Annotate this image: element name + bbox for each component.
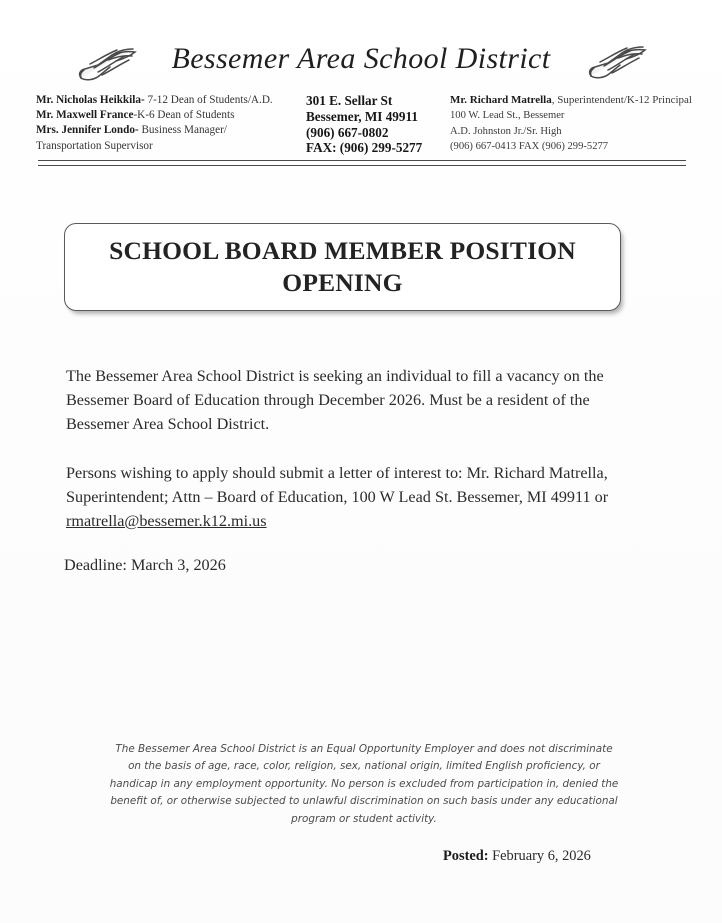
staff-title: Business Manager/ (138, 124, 227, 137)
contact-line (36, 93, 308, 108)
letterhead-banner (0, 0, 722, 75)
superintendent-email-link[interactable]: rmatrella@bessemer.k12.mi.us (66, 512, 267, 531)
posted-label: Posted: (443, 848, 489, 864)
staff-title: Transportation Supervisor (36, 139, 153, 152)
staff-title: (906) 667-0413 FAX (906) 299-5277 (450, 141, 609, 153)
posted-line (443, 846, 591, 866)
contact-line (450, 124, 710, 139)
contact-info-row (0, 93, 722, 155)
district-name-heading: Bessemer Area School District (171, 42, 551, 75)
contact-line (450, 139, 710, 154)
staff-title: 7-12 Dean of Students/A.D. (144, 94, 273, 106)
vacancy-paragraph: The Bessemer Area School District is seeking an individual to fill a vacancy on the Bessemer Board of Education through December 2026. Must be a resident of the Bessemer Area School District. (66, 367, 604, 434)
letterhead (0, 0, 722, 156)
equal-opportunity-notice: The Bessemer Area School District is an Equal Opportunity Employer and does not discriminate on the basis of age, race, color, religion, sex, national origin, limited English proficiency, or handicap in any employment opportunity. No person is excluded from participation in, denied the benefit of, or otherwise subjected to unlawful discrimination on such basis under any educational program or student activity. (109, 743, 619, 825)
staff-name: Mr. Richard Matrella (450, 94, 552, 106)
announcement-body (66, 364, 622, 533)
school-address-city: Bessemer, MI 49911 (306, 108, 418, 124)
application-paragraph (66, 461, 622, 534)
page-title: SCHOOL BOARD MEMBER POSITION OPENING (109, 236, 576, 297)
staff-title: , Superintendent/K-12 Principal (551, 94, 692, 106)
divider-rule-bottom (38, 165, 686, 166)
contact-line (36, 123, 308, 138)
staff-title: A.D. Johnston Jr./Sr. High (450, 125, 562, 137)
contact-column-right (450, 93, 710, 155)
contact-column-left (36, 93, 308, 154)
announcement-title-box (64, 223, 621, 311)
posted-date: February 6, 2026 (488, 848, 591, 864)
staff-name: Mr. Nicholas Heikkila- (36, 94, 145, 106)
application-instructions: Persons wishing to apply should submit a letter of interest to: Mr. Richard Matrella, Superintendent; Attn – Board of Education, 100 W Lead St. Bessemer, MI 49911 or (66, 463, 609, 506)
staff-name: Mr. Maxwell France (36, 109, 134, 122)
contact-line (450, 108, 710, 123)
deadline-text: Deadline: March 3, 2026 (64, 556, 226, 574)
school-address-street: 301 E. Sellar St (306, 93, 393, 108)
contact-line (36, 139, 308, 154)
staff-name: Mrs. Jennifer Londo- (36, 124, 139, 137)
divider-rule-top (38, 160, 686, 161)
school-phone: (906) 667-0802 (306, 124, 389, 140)
school-fax: FAX: (906) 299-5277 (306, 140, 423, 156)
staff-title: -K-6 Dean of Students (133, 109, 235, 122)
letterhead-divider (38, 160, 686, 167)
contact-line (450, 93, 710, 108)
staff-title: 100 W. Lead St., Bessemer (450, 110, 565, 122)
contact-line (36, 108, 308, 123)
contact-column-center (306, 93, 446, 156)
